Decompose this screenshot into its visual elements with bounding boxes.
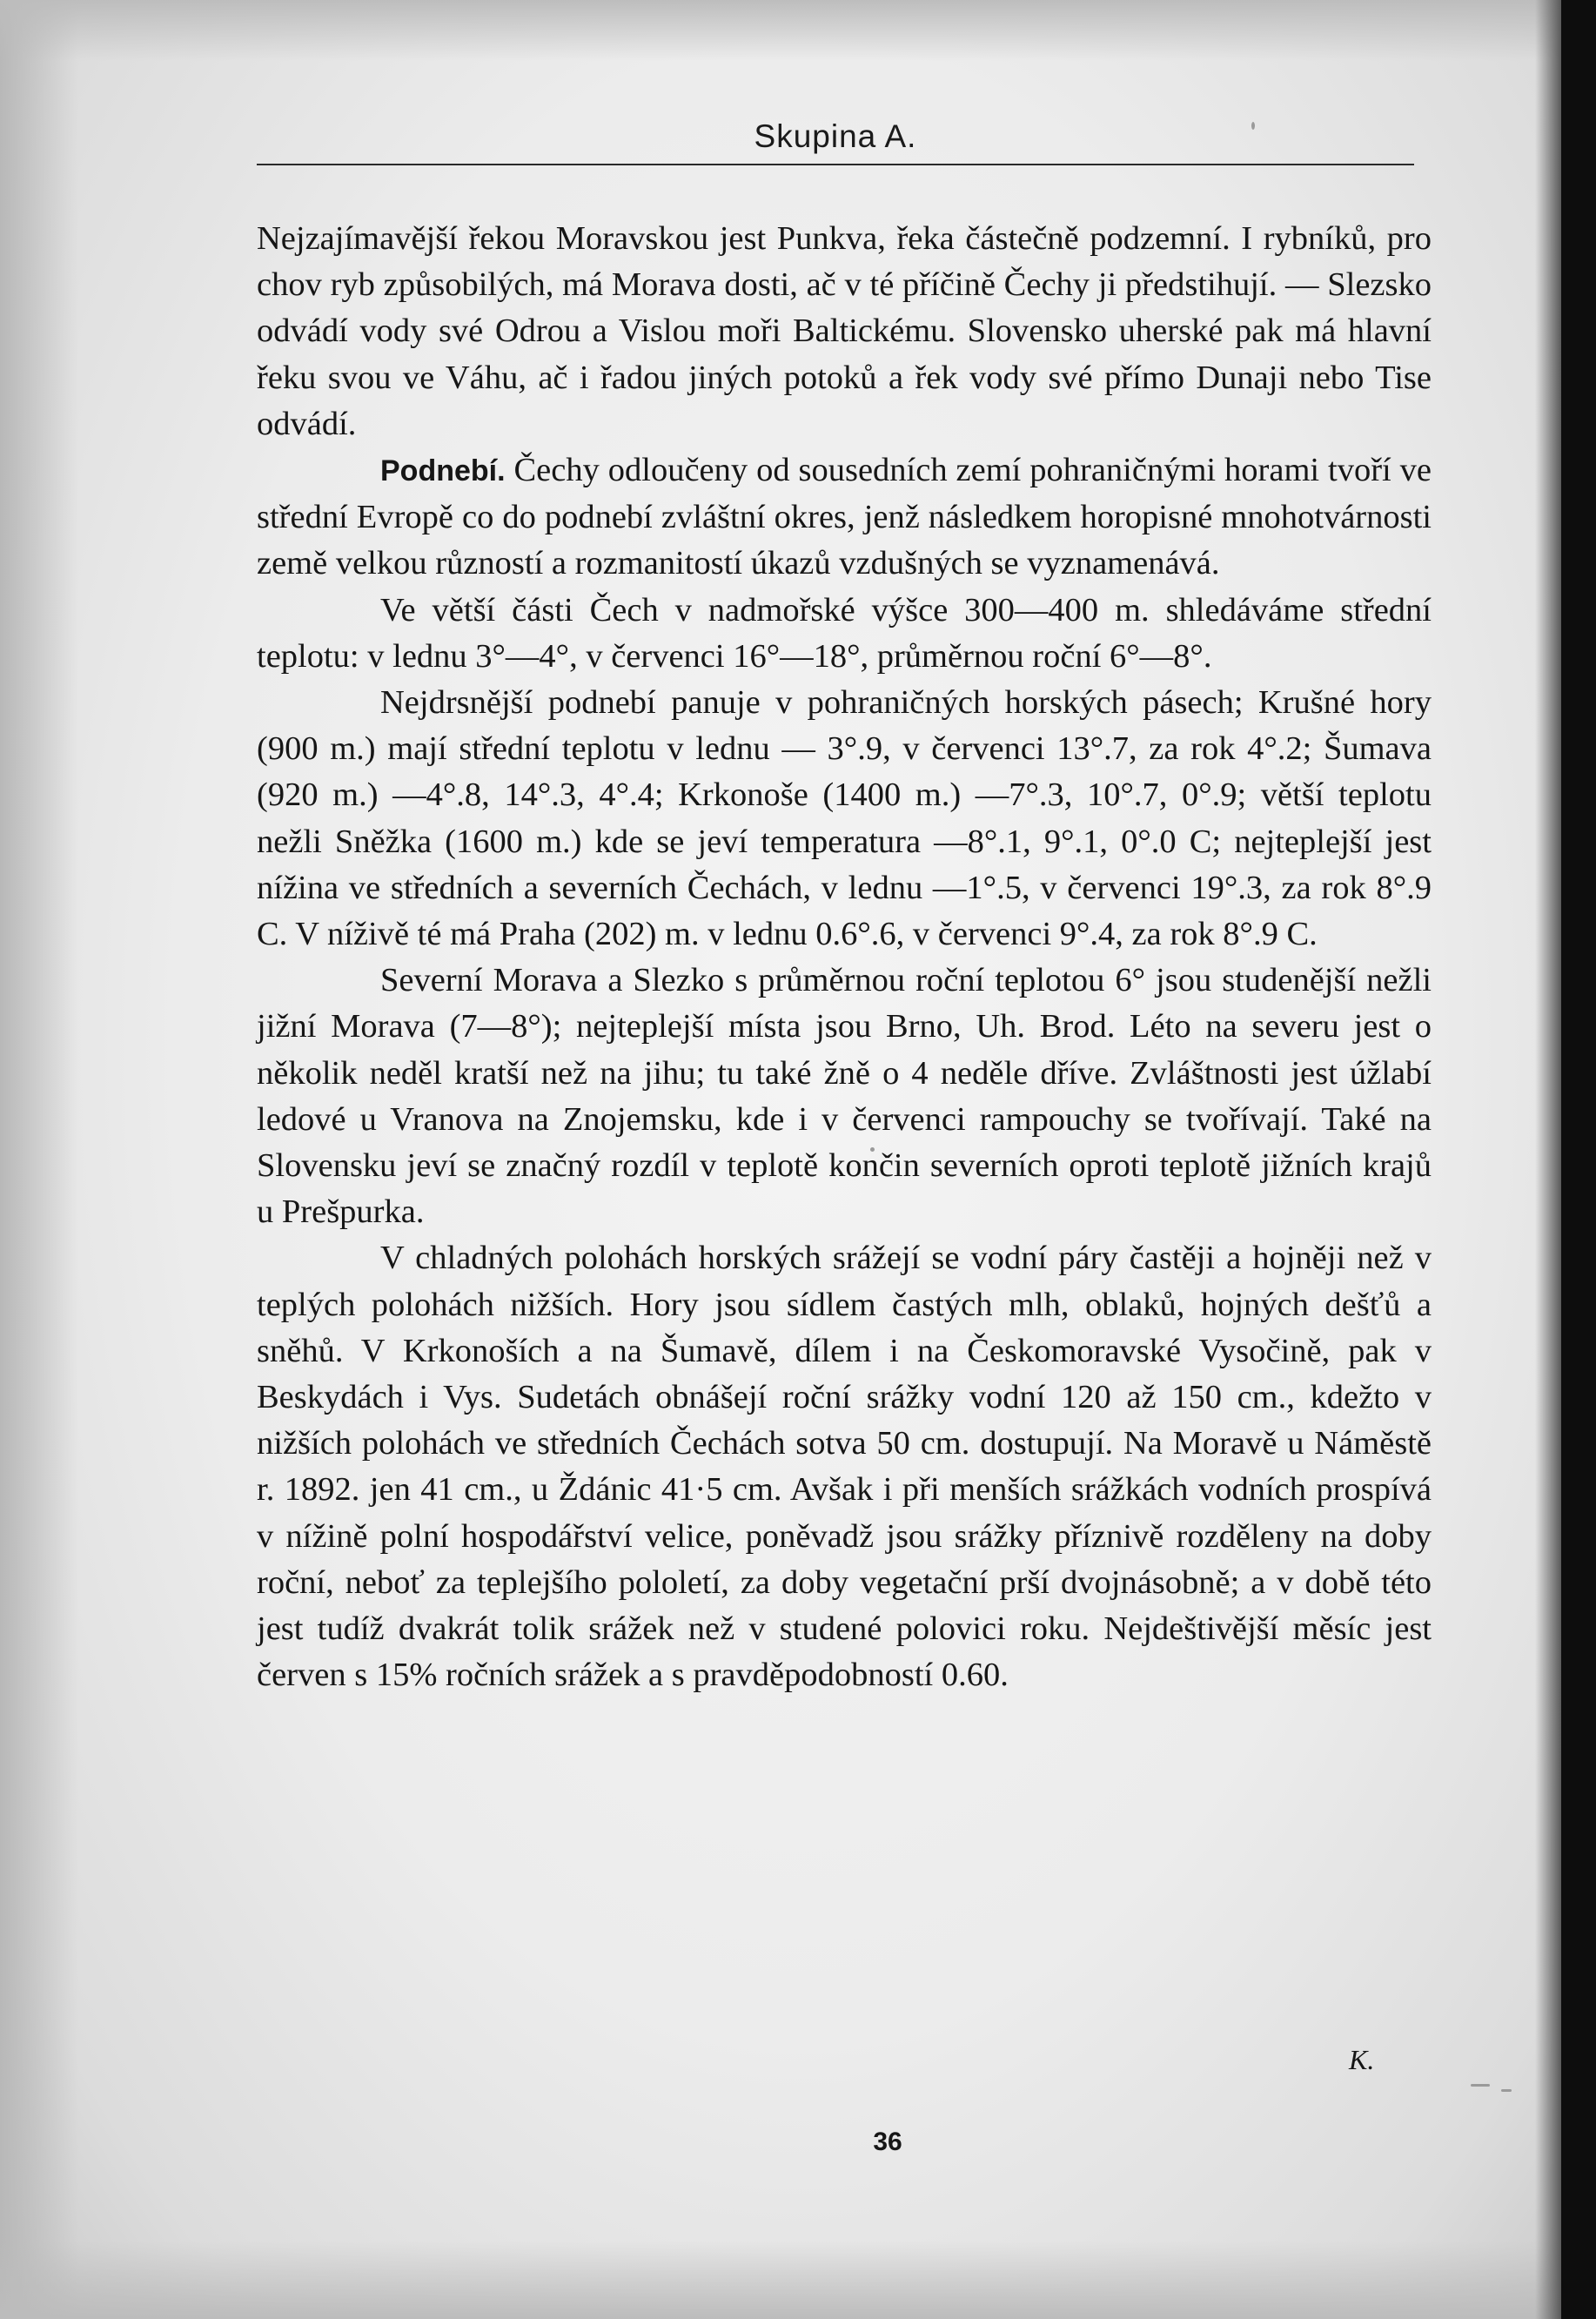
- paragraph-precipitation: [257, 1235, 1432, 1698]
- paragraph-moravia-climate: [257, 958, 1432, 1235]
- binding-shadow: [1535, 0, 1561, 2319]
- section-heading-podnebi: Podnebí.: [380, 454, 506, 488]
- author-signature: K.: [1349, 2044, 1375, 2075]
- paragraph-text: Nejzajímavější řekou Moravskou jest Punkva, řeka částečně podzemní. I rybníků, pro chov ryb způsobilých, má Morava dosti, ač v té příčině Čechy ji předstihují. — Slezsko odvádí vody své Odrou a Vislou moři Baltickému. Slovensko uherské pak má hlavní řeku svou ve Váhu, ač i řadou jiných potoků a řek vody své přímo Dunaji nebo Tise odvádí.: [257, 220, 1432, 442]
- scan-shadow-top: [0, 0, 1596, 61]
- paragraph-text: Severní Morava a Slezko s průměrnou roční teplotou 6° jsou studenější nežli jižní Morava (7—8°); nejteplejší místa jsou Brno, Uh. Brod. Léto na severu jest o několik neděl kratší než na jihu; tu také žně o 4 neděle dříve. Zvláštnosti jest úžlabí ledové u Vranova na Znojemsku, kde i v červenci rampouchy se tvořívají. Také na Slovensku jeví se značný rozdíl v teplotě končin severních oproti teplotě jižních krajů u Prešpurka.: [257, 962, 1432, 1231]
- paragraph-bohemia-temperature: [257, 588, 1432, 680]
- paragraph-text: Nejdrsnější podnebí panuje v pohraničných horských pásech; Krušné hory (900 m.) mají střední teplotu v lednu — 3°.9, v červenci 13°.7, za rok 4°.2; Šumava (920 m.) —4°.8, 14°.3, 4°.4; Krkonoše (1400 m.) —7°.3, 10°.7, 0°.9; větší teplotu nežli Sněžka (1600 m.) kde se jeví temperatura —8°.1, 9°.1, 0°.0 C; nejteplejší jest nížina ve středních a severních Čechách, v lednu —1°.5, v červenci 19°.3, za rok 8°.9 C. V níživě té má Praha (202) m. v lednu 0.6°.6, v červenci 9°.4, za rok 8°.9 C.: [257, 684, 1432, 953]
- scan-speck: [1471, 2084, 1490, 2087]
- paragraph-text: Ve větší části Čech v nadmořské výšce 300—400 m. shledáváme střední teplotu: v lednu 3°—4°, v červenci 16°—18°, průměrnou roční 6°—8°.: [257, 591, 1432, 675]
- paragraph-rivers: [257, 216, 1432, 447]
- paragraph-text: V chladných polohách horských srážejí se vodní páry častěji a hojněji než v teplých polohách nižších. Hory jsou sídlem častých mlh, oblaků, hojných dešťů a sněhů. V Krkonoších a na Šumavě, dílem i na Českomoravské Vysočině, pak v Beskydách i Vys. Sudetách obnášejí roční srážky vodní 120 až 150 cm., kdežto v nižších polohách ve středních Čechách sotva 50 cm. dostupují. Na Moravě u Náměstě r. 1892. jen 41 cm., u Ždánic 41·5 cm. Avšak i při menších srážkách vodních prospívá v nížině polní hospodářství velice, poněvadž jsou srážky příznivě rozděleny na doby roční, neboť za teplejšího pololetí, za doby vegetační prší dvojnásobně; a v době této jest tudíž dvakrát tolik srážek než v studené polovici roku. Nejdeštivější měsíc jest červen s 15% ročních srážek a s pravděpodobností 0.60.: [257, 1240, 1432, 1694]
- page-number: 36: [873, 2127, 902, 2156]
- paragraph-text: Čechy odloučeny od sousedních zemí pohraničnými horami tvoří ve střední Evropě co do podnebí zvláštní okres, jenž následkem horopisné mnohotvárnosti země velkou růzností a rozmanitostí úkazů vzdušných se vyznamenává.: [257, 452, 1432, 582]
- body-text: [257, 216, 1432, 1699]
- scan-shadow-left: [0, 0, 78, 2319]
- running-header: Skupina A.: [754, 118, 917, 154]
- paragraph-mountain-climate: [257, 680, 1432, 958]
- scan-shadow-bottom: [0, 2241, 1596, 2319]
- paragraph-climate-intro: [257, 447, 1432, 588]
- scan-speck: [1501, 2089, 1512, 2092]
- header-rule: [257, 164, 1414, 165]
- binding-edge: [1561, 0, 1596, 2319]
